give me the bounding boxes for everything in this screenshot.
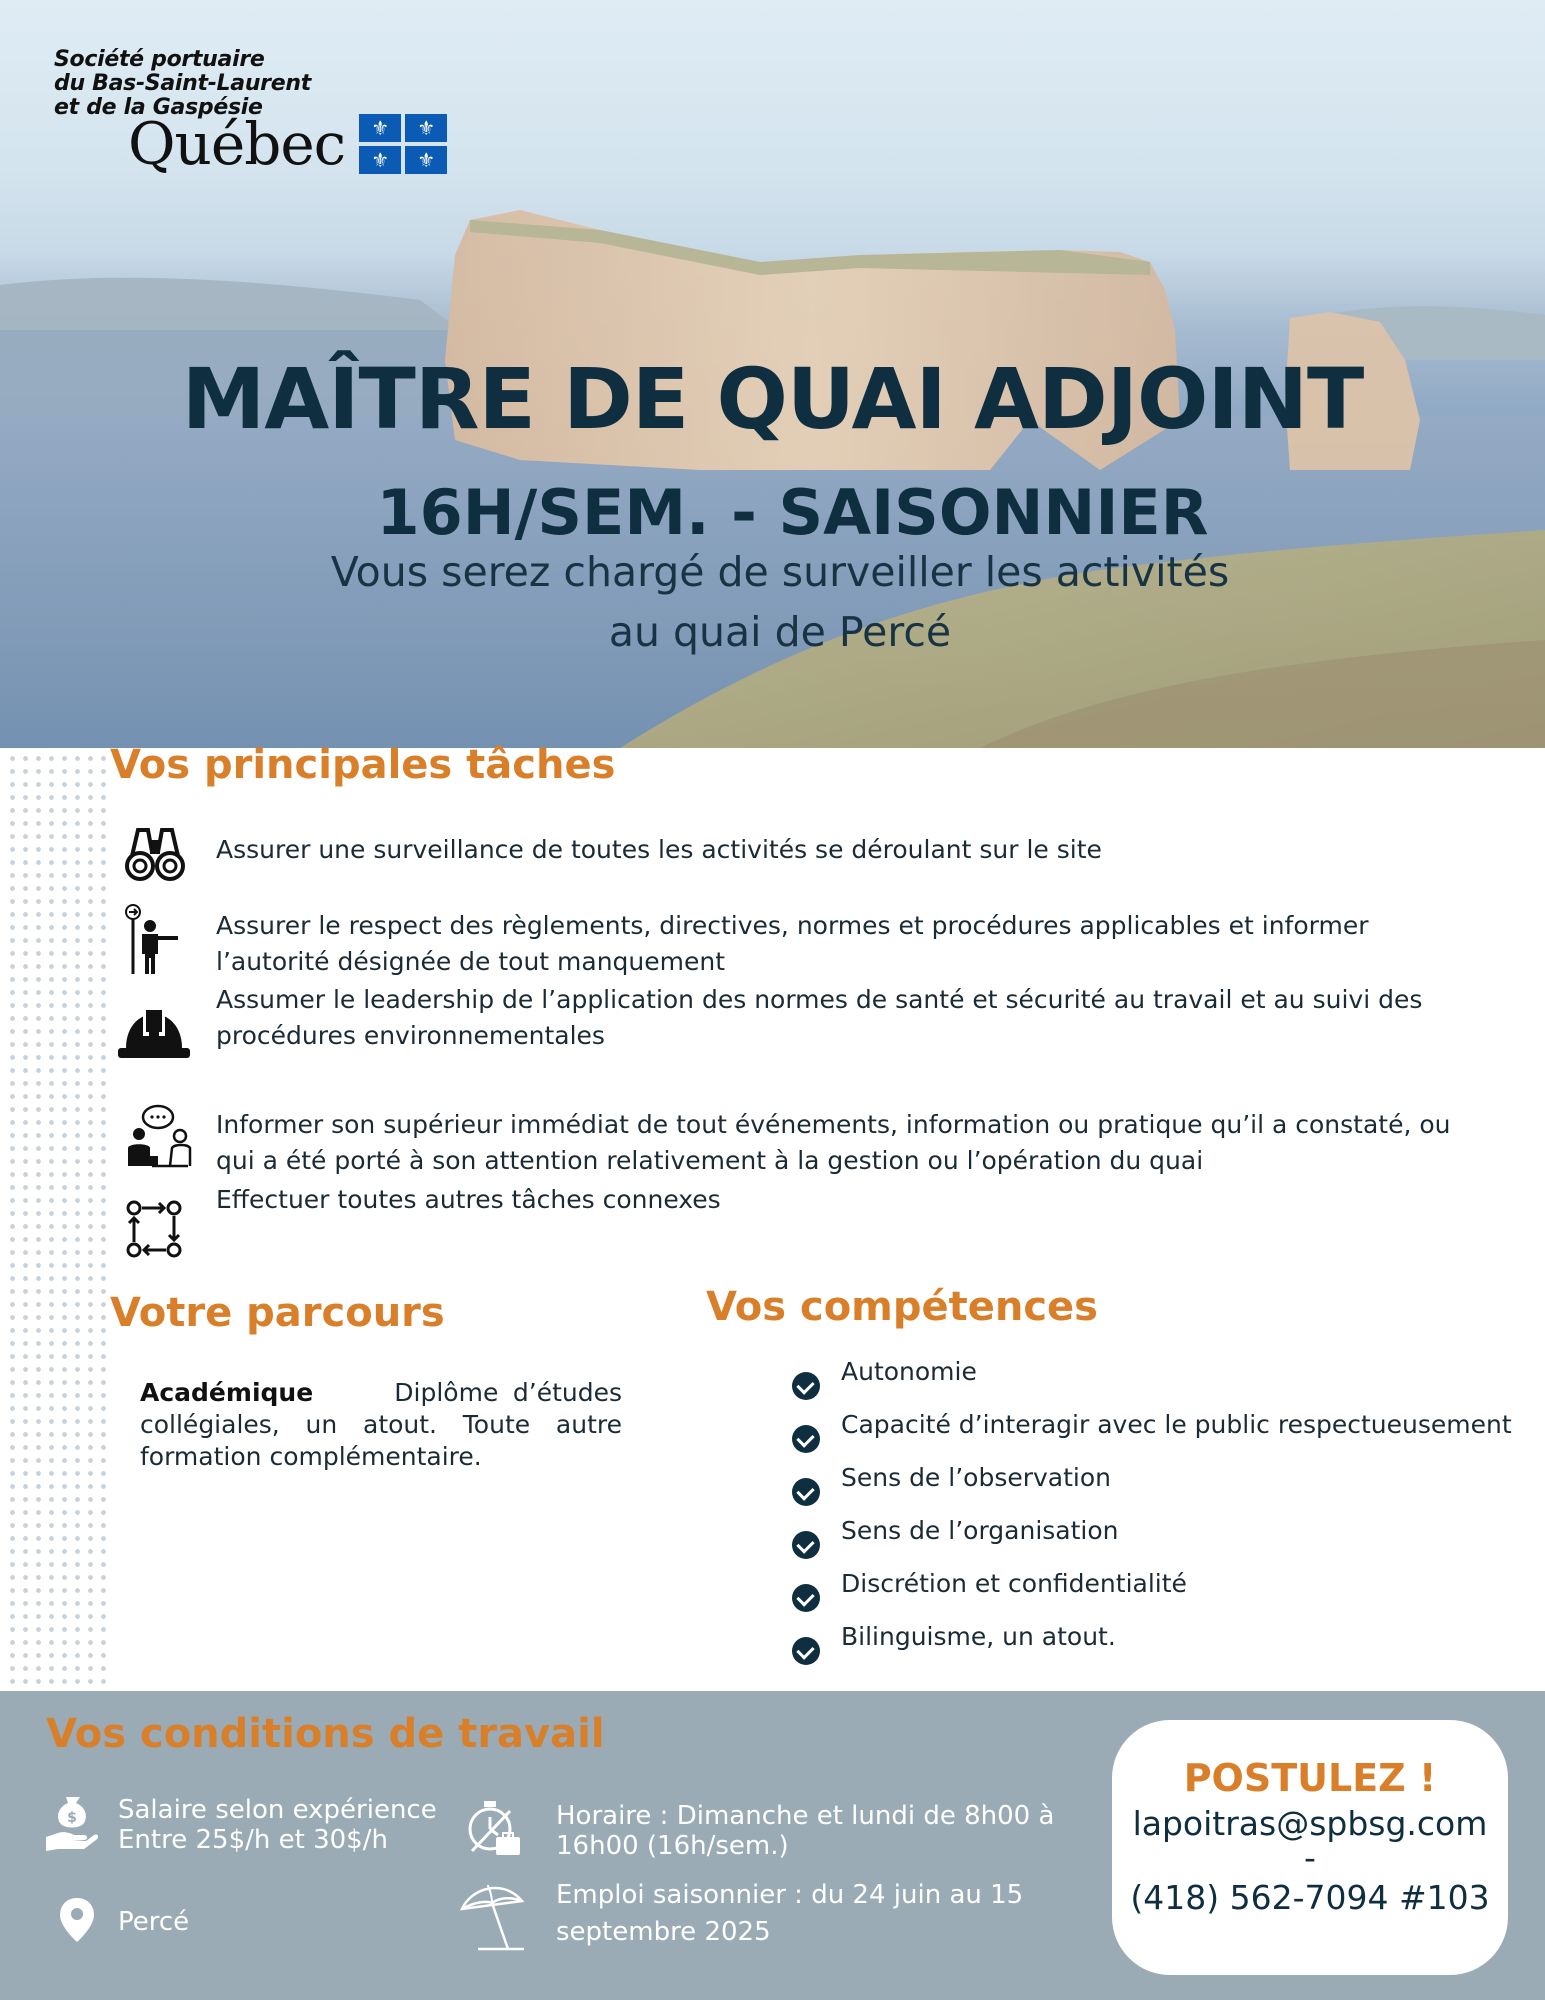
task-text: Informer son supérieur immédiat de tout événements, information ou pratique qu’il a constaté, ou qui a été porté à son attention relativement à la gestion ou l’opération du quai <box>216 1110 1451 1175</box>
parcours-label: Académique <box>140 1378 314 1407</box>
competences-heading: Vos compétences <box>706 1284 1098 1330</box>
competences-list <box>792 1354 1512 1672</box>
binoculars-icon <box>124 822 186 888</box>
check-circle-icon <box>792 1531 820 1559</box>
conditions-heading: Vos conditions de travail <box>46 1711 605 1757</box>
hero-banner <box>0 0 1545 748</box>
list-item: Autonomie <box>792 1354 1512 1407</box>
tasks-heading: Vos principales tâches <box>110 742 616 788</box>
apply-separator: - <box>1304 1838 1316 1877</box>
apply-phone-link[interactable]: (418) 562-7094 #103 <box>1130 1878 1490 1917</box>
job-subtitle: 16H/SEM. - SAISONNIER <box>376 476 1209 549</box>
workflow-icon <box>126 1200 182 1262</box>
task-text: Effectuer toutes autres tâches connexes <box>216 1185 721 1214</box>
task-text: Assurer le respect des règlements, directives, normes et procédures applicables et informer l’autorité désignée de tout manquement <box>216 911 1369 976</box>
dot-pattern-decoration <box>6 752 110 1692</box>
organization-name: Société portuaire du Bas-Saint-Laurent et de la Gaspésie <box>54 47 311 120</box>
job-title: MAÎTRE DE QUAI ADJOINT <box>181 350 1364 448</box>
quebec-wordmark: Québec <box>128 110 346 178</box>
apply-email-link[interactable]: lapoitras@spbsg.com <box>1132 1804 1488 1843</box>
job-description: Vous serez chargé de surveiller les activités au quai de Percé <box>330 548 1230 656</box>
svg-text:$: $ <box>67 1810 77 1826</box>
hard-hat-icon <box>116 1008 192 1064</box>
check-circle-icon <box>792 1372 820 1400</box>
parcours-text: Diplôme d’études collégiales, un atout. Toute autre formation complémentaire. <box>140 1378 623 1471</box>
quebec-flag-icon: ⚜ ⚜ ⚜ ⚜ <box>359 114 447 174</box>
check-circle-icon <box>792 1584 820 1612</box>
apply-title: POSTULEZ ! <box>1183 1756 1437 1800</box>
conversation-icon <box>126 1104 192 1172</box>
quebec-logo <box>74 110 447 178</box>
task-text: Assumer le leadership de l’application des normes de santé et sécurité au travail et au suivi des procédures environnementales <box>216 985 1423 1050</box>
apply-card <box>1112 1720 1508 1975</box>
task-text: Assurer une surveillance de toutes les activités se déroulant sur le site <box>216 835 1102 864</box>
check-circle-icon <box>792 1425 820 1453</box>
parcours-heading: Votre parcours <box>110 1290 445 1336</box>
salary-text: Salaire selon expérience Entre 25$/h et 30$/h <box>118 1795 437 1855</box>
schedule-text: Horaire : Dimanche et lundi de 8h00 à 16h00 (16h/sem.) <box>556 1801 1055 1861</box>
parcours-text-block <box>140 1377 622 1473</box>
check-circle-icon <box>792 1478 820 1506</box>
list-item: Bilinguisme, un atout. <box>792 1619 1512 1672</box>
season-text: Emploi saisonnier : du 24 juin au 15 septembre 2025 <box>556 1880 1024 1947</box>
list-item: Discrétion et confidentialité <box>792 1566 1512 1619</box>
location-pin-icon <box>58 1896 96 1948</box>
beach-umbrella-icon <box>458 1883 528 1957</box>
list-item: Sens de l’observation <box>792 1460 1512 1513</box>
clock-briefcase-icon <box>466 1799 522 1861</box>
person-pointing-sign-icon <box>124 902 180 980</box>
location-text: Percé <box>118 1907 190 1937</box>
money-hand-icon <box>44 1795 98 1857</box>
list-item: Capacité d’interagir avec le public respectueusement <box>792 1407 1512 1460</box>
check-circle-icon <box>792 1637 820 1665</box>
list-item: Sens de l’organisation <box>792 1513 1512 1566</box>
